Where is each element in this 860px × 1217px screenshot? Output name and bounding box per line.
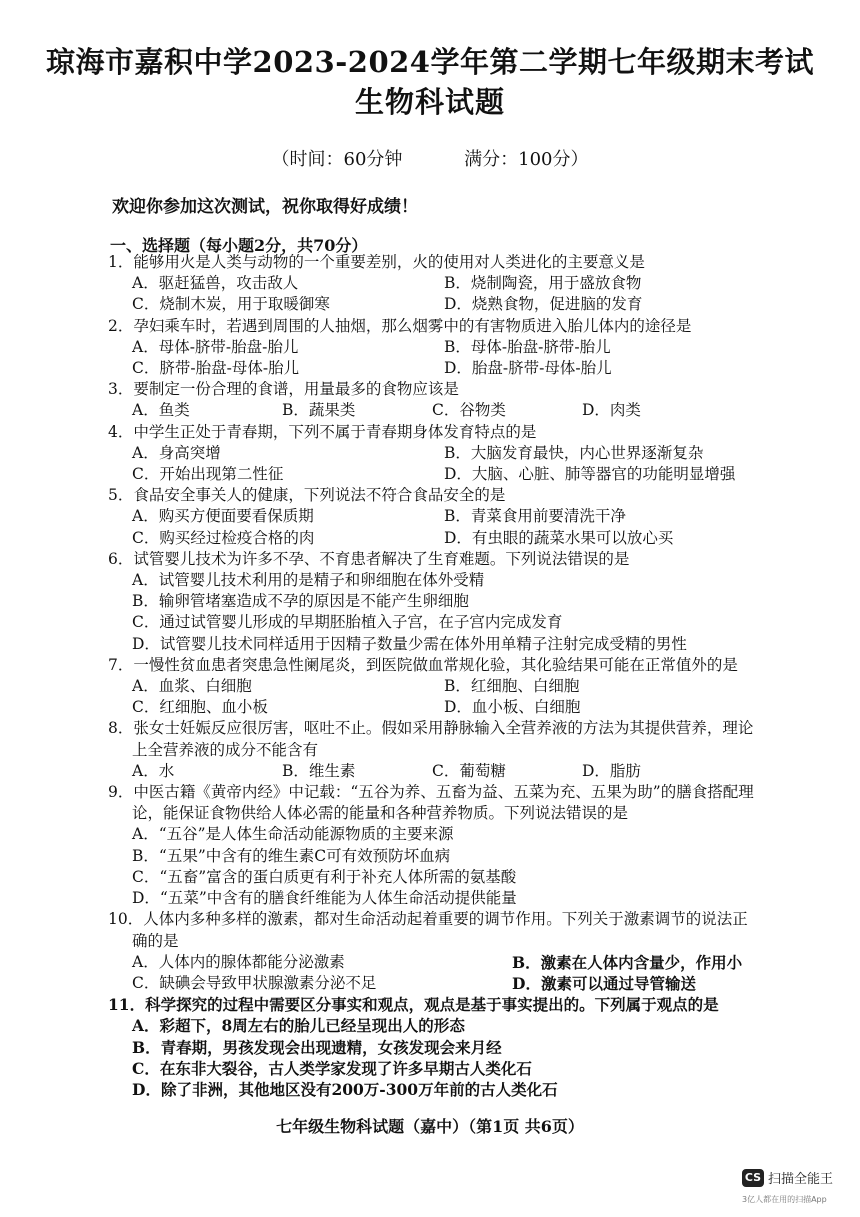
welcome-text: 欢迎你参加这次测试，祝你取得好成绩！ [112, 197, 418, 217]
question-5 [108, 485, 828, 549]
question-10 [108, 909, 828, 994]
option-a: A．身高突增 [132, 443, 221, 462]
question-stem: 8．张女士妊娠反应很厉害，呕吐不止。假如采用静脉输入全营养液的方法为其提供营养，理论 [108, 719, 754, 738]
question-stem-cont: 上全营养液的成分不能含有 [132, 740, 319, 759]
option-a: A．人体内的腺体都能分泌激素 [132, 952, 345, 971]
scanner-tagline: 3亿人都在用的扫描App [742, 1195, 827, 1204]
option-b: B．青春期，男孩发现会出现遗精，女孩发现会来月经 [132, 1037, 502, 1057]
option-d: D．胎盘-脐带-母体-胎儿 [444, 359, 612, 378]
exam-title-line2: 生物科试题 [354, 85, 505, 119]
option-d: D．烧熟食物，促进脑的发育 [444, 295, 643, 314]
option-c: C．开始出现第二性征 [132, 465, 284, 484]
option-d: D．除了非洲，其他地区没有200万-300万年前的古人类化石 [132, 1079, 558, 1099]
question-8 [108, 718, 828, 782]
option-c: C．烧制木炭，用于取暖御寒 [132, 295, 330, 314]
option-a: A．“五谷”是人体生命活动能源物质的主要来源 [132, 825, 454, 844]
scanner-watermark [742, 1168, 833, 1187]
option-c: C．在东非大裂谷，古人类学家发现了许多早期古人类化石 [132, 1058, 532, 1078]
question-11 [108, 994, 828, 1100]
option-d: D．激素可以通过导管输送 [512, 973, 696, 993]
option-b: B．青菜食用前要清洗干净 [444, 507, 626, 526]
exam-title-line1: 琼海市嘉积中学2023-2024学年第二学期七年级期末考试 [46, 45, 814, 79]
question-stem: 6．试管婴儿技术为许多不孕、不育患者解决了生育难题。下列说法错误的是 [108, 549, 630, 568]
option-c: C．缺碘会导致甲状腺激素分泌不足 [132, 973, 377, 992]
question-1 [108, 252, 828, 316]
question-stem: 5．食品安全事关人的健康，下列说法不符合食品安全的是 [108, 486, 506, 505]
question-stem: 1．能够用火是人类与动物的一个重要差别，火的使用对人类进化的主要意义是 [108, 253, 645, 271]
option-b: B．红细胞、白细胞 [444, 677, 580, 696]
exam-time: （时间：60分钟 [271, 149, 403, 170]
camscanner-logo-icon: CS [742, 1169, 764, 1187]
option-b: B．激素在人体内含量少，作用小 [512, 952, 743, 972]
option-d: D．“五菜”中含有的膳食纤维能为人体生命活动提供能量 [132, 889, 517, 908]
question-stem: 9．中医古籍《黄帝内经》中记载：“五谷为养、五畜为益、五菜为充、五果为助”的膳食搭配理 [108, 783, 754, 802]
question-stem: 3．要制定一份合理的食谱，用量最多的食物应该是 [108, 380, 459, 399]
option-d: D．大脑、心脏、肺等器官的功能明显增强 [444, 465, 736, 484]
option-b: B．烧制陶瓷，用于盛放食物 [444, 274, 642, 293]
question-stem: 2．孕妇乘车时，若遇到周围的人抽烟，那么烟雾中的有害物质进入胎儿体内的途径是 [108, 316, 692, 335]
option-c: C．葡萄糖 [432, 761, 506, 780]
option-c: C．红细胞、血小板 [132, 698, 268, 717]
option-a: A．彩超下，8周左右的胎儿已经呈现出人的形态 [132, 1016, 465, 1036]
option-a: A．血浆、白细胞 [132, 677, 252, 696]
option-a: A．鱼类 [132, 401, 190, 420]
option-a: A．母体-脐带-胎盘-胎儿 [132, 337, 299, 356]
option-d: D．试管婴儿技术同样适用于因精子数量少需在体外用单精子注射完成受精的男性 [132, 634, 687, 653]
option-b: B．“五果”中含有的维生素C可有效预防坏血病 [132, 846, 451, 865]
question-stem-cont: 论，能保证食物供给人体必需的能量和各种营养物质。下列说法错误的是 [132, 804, 629, 823]
option-c: C．谷物类 [432, 401, 506, 420]
option-c: C．脐带-胎盘-母体-胎儿 [132, 359, 300, 378]
option-a: A．购买方便面要看保质期 [132, 507, 314, 526]
question-9 [108, 782, 828, 909]
option-b: B．蔬果类 [282, 401, 356, 420]
question-stem-cont: 确的是 [132, 931, 179, 950]
option-d: D．肉类 [582, 401, 641, 420]
option-b: B．输卵管堵塞造成不孕的原因是不能产生卵细胞 [132, 592, 469, 611]
option-d: D．有虫眼的蔬菜水果可以放心买 [444, 528, 674, 547]
scanner-app-name: 扫描全能王 [768, 1172, 834, 1187]
option-b: B．母体-胎盘-脐带-胎儿 [444, 337, 611, 356]
question-stem: 7．一慢性贫血患者突患急性阑尾炎，到医院做血常规化验，其化验结果可能在正常值外的是 [108, 655, 738, 674]
exam-score: 满分：100分） [464, 149, 589, 170]
option-a: A．水 [132, 761, 175, 780]
question-2 [108, 316, 828, 380]
option-a: A．试管婴儿技术利用的是精子和卵细胞在体外受精 [132, 571, 485, 590]
option-b: B．维生素 [282, 761, 356, 780]
exam-meta [0, 145, 860, 171]
question-6 [108, 549, 828, 655]
question-stem: 10．人体内多种多样的激素，都对生命活动起着重要的调节作用。下列关于激素调节的说法正 [108, 910, 748, 929]
option-c: C．购买经过检疫合格的肉 [132, 528, 315, 547]
question-list [108, 252, 828, 1100]
question-stem: 11．科学探究的过程中需要区分事实和观点，观点是基于事实提出的。下列属于观点的是 [108, 995, 719, 1015]
option-a: A．驱赶猛兽，攻击敌人 [132, 274, 299, 293]
question-3 [108, 379, 828, 421]
option-b: B．大脑发育最快，内心世界逐渐复杂 [444, 443, 704, 462]
option-c: C．通过试管婴儿形成的早期胚胎植入子宫，在子宫内完成发育 [132, 613, 563, 632]
question-7 [108, 655, 828, 719]
page-footer: 七年级生物科试题（嘉中）（第1页 共6页） [276, 1117, 584, 1136]
option-c: C．“五畜”富含的蛋白质更有利于补充人体所需的氨基酸 [132, 867, 517, 886]
question-stem: 4．中学生正处于青春期，下列不属于青春期身体发育特点的是 [108, 422, 537, 441]
option-d: D．脂肪 [582, 761, 641, 780]
question-4 [108, 422, 828, 486]
section-heading: 一、选择题（每小题2分，共70分） [110, 236, 368, 255]
option-d: D．血小板、白细胞 [444, 698, 581, 717]
